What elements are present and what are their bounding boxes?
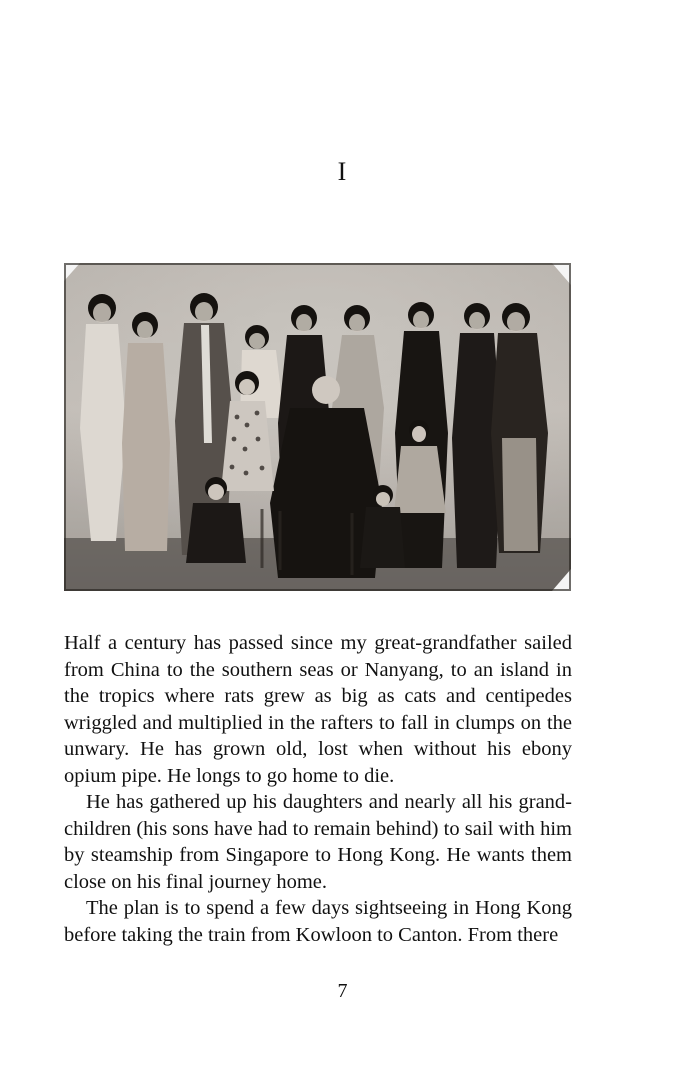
page-number: 7 [337, 980, 348, 1002]
body-paragraph: The plan is to spend a few days sightseeing in Hong Kong before taking the train from Kowloon to Canton. From there [64, 897, 572, 946]
family-photograph [64, 263, 571, 591]
body-paragraph: Half a century has passed since my great-grandfather sailed from China to the southern seas or Nanyang, to an island in the tropics where rats grew as big as cats and centipedes wriggled and multiplied in the rafters to fall in clumps on the unwary. He has grown old, lost when without his ebony opium pipe. He longs to go home to die. [64, 632, 572, 787]
chapter-number: I [337, 157, 348, 186]
body-paragraph: He has gathered up his daughters and nearly all his grand-children (his sons have had to remain behind) to sail with him by steamship from Singapore to Hong Kong. He wants them close on his final journey home. [64, 791, 572, 893]
body-text [64, 630, 572, 948]
family-group-photograph-icon [64, 263, 571, 591]
